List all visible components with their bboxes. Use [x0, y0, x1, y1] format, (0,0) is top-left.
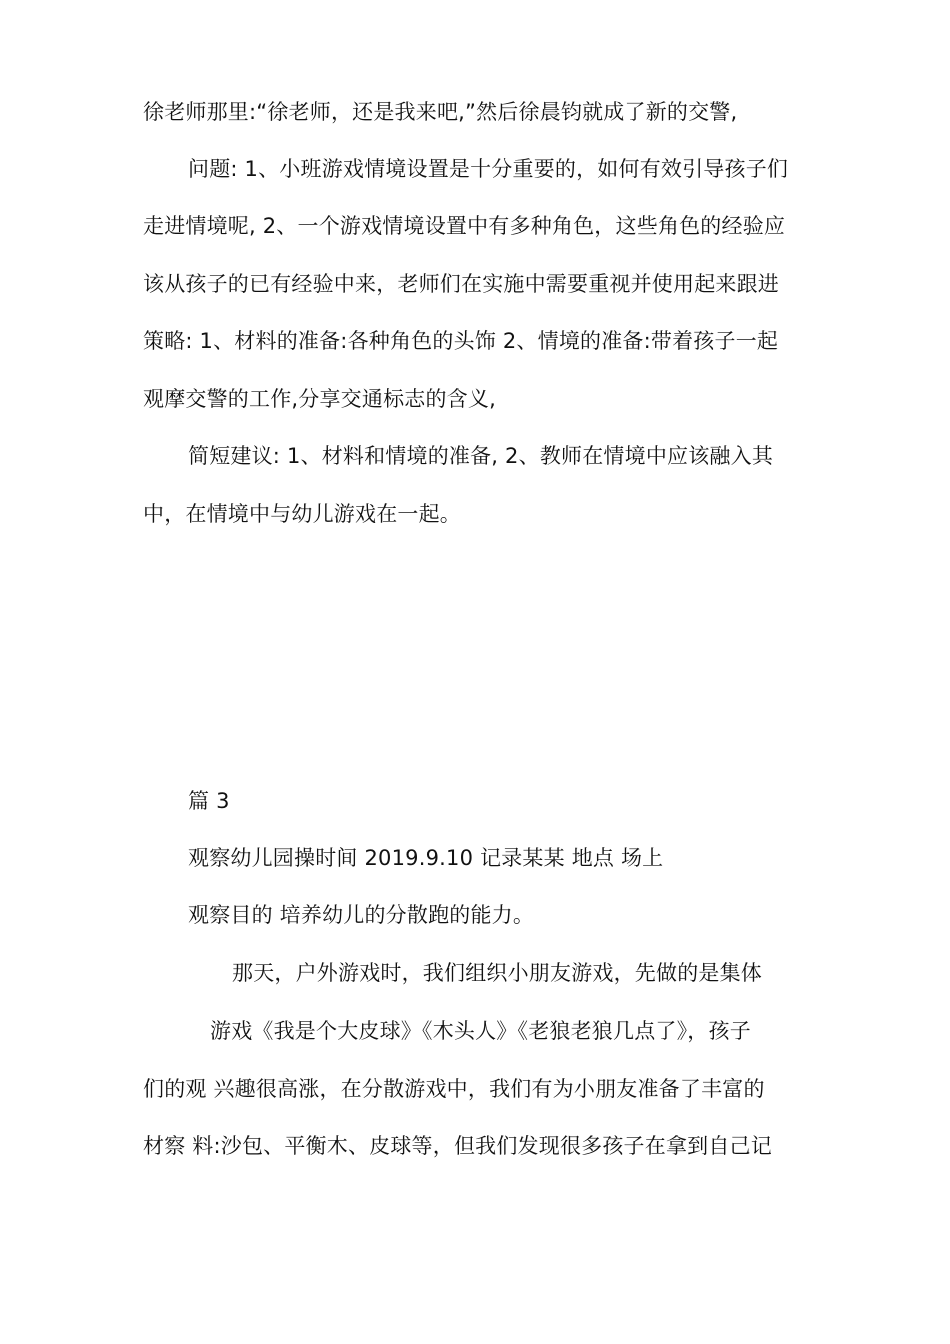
- text-line: 观察目的 培养幼儿的分散跑的能力。: [188, 903, 535, 927]
- text-line: 们的观 兴趣很高涨，在分散游戏中，我们有为小朋友准备了丰富的: [143, 1077, 765, 1101]
- text-line: 材察 料:沙包、平衡木、皮球等，但我们发现很多孩子在拿到自己记: [143, 1134, 772, 1158]
- text-line: 观摩交警的工作,分享交通标志的含义,: [143, 387, 496, 411]
- text-line: 游戏《我是个大皮球》《木头人》《老狼老狼几点了》，孩子: [210, 1019, 751, 1043]
- text-line: 简短建议: 1、材料和情境的准备, 2、教师在情境中应该融入其: [188, 444, 774, 468]
- text-line: 策略: 1、材料的准备:各种角色的头饰 2、情境的准备:带着孩子一起: [143, 329, 779, 353]
- text-line: 徐老师那里:“徐老师，还是我来吧,”然后徐晨钧就成了新的交警,: [143, 100, 738, 124]
- text-line: 该从孩子的已有经验中来，老师们在实施中需要重视并使用起来跟进: [143, 272, 779, 296]
- text-line: 中，在情境中与幼儿游戏在一起。: [143, 502, 461, 526]
- text-line: 观察幼儿园操时间 2019.9.10 记录某某 地点 场上: [188, 846, 664, 870]
- text-line: 那天，户外游戏时，我们组织小朋友游戏，先做的是集体: [232, 961, 762, 985]
- text-line: 问题: 1、小班游戏情境设置是十分重要的，如何有效引导孩子们: [188, 157, 789, 181]
- section-heading: 篇 3: [188, 789, 230, 813]
- text-line: 走进情境呢, 2、一个游戏情境设置中有多种角色，这些角色的经验应: [143, 214, 786, 238]
